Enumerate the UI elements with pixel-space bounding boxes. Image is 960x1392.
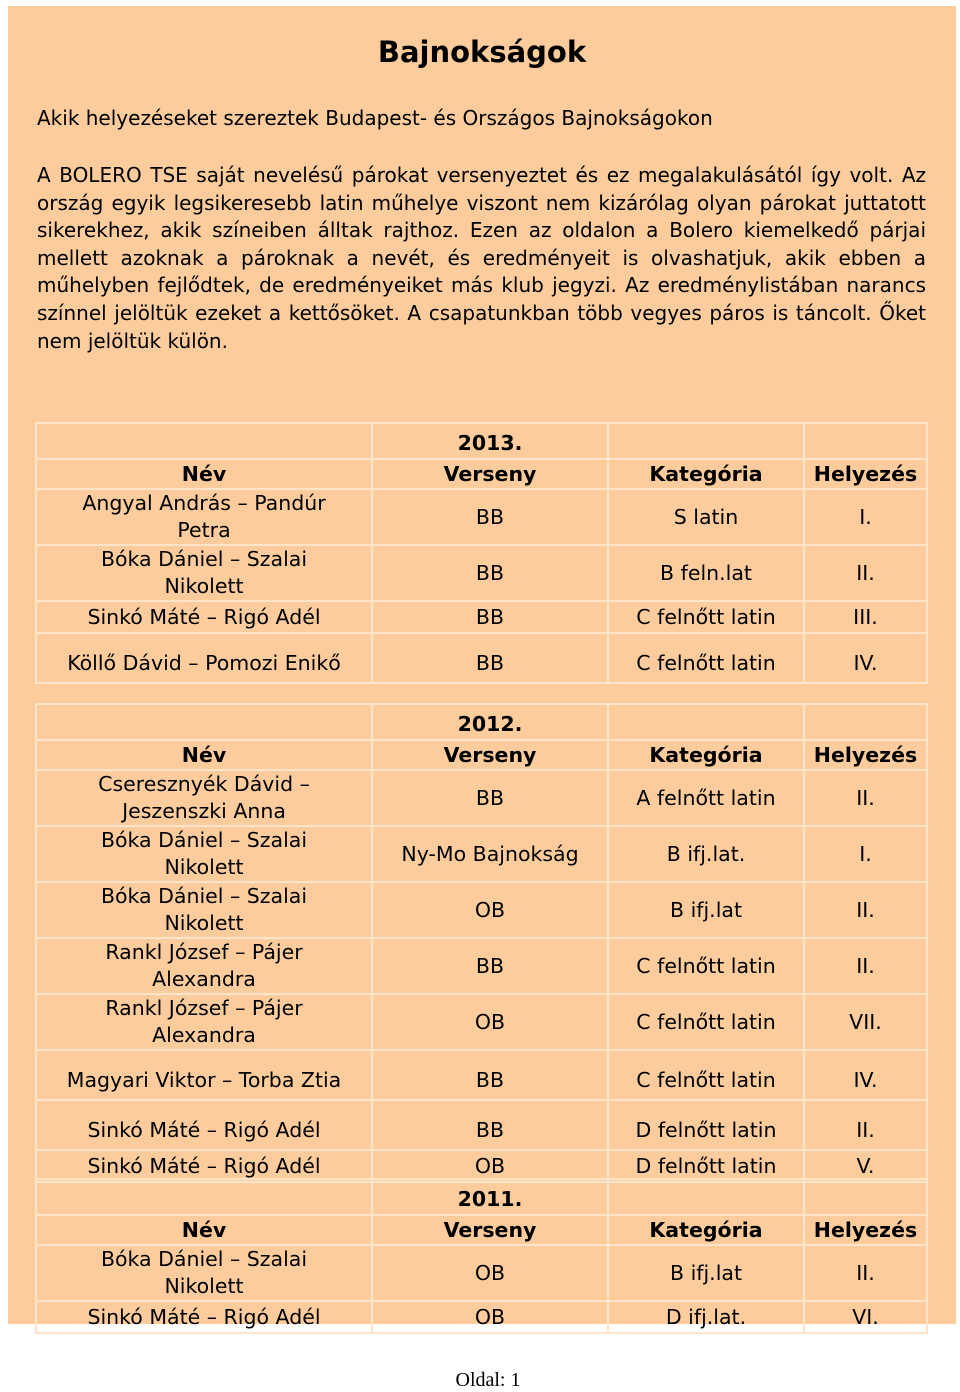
table-row <box>36 826 927 882</box>
pair-name: Bóka Dániel – Szalai Nikolett <box>36 826 372 882</box>
category: B feln.lat <box>608 545 804 601</box>
category: C felnőtt latin <box>608 1050 804 1100</box>
column-header-competition: Verseny <box>372 1215 608 1245</box>
table-row <box>36 545 927 601</box>
column-header-competition: Verseny <box>372 740 608 770</box>
placement: II. <box>804 938 927 994</box>
placement: IV. <box>804 1050 927 1100</box>
placement: II. <box>804 545 927 601</box>
category: C felnőtt latin <box>608 994 804 1050</box>
placement: VII. <box>804 994 927 1050</box>
table-cell <box>36 423 372 459</box>
table-row <box>36 1100 927 1150</box>
placement: III. <box>804 601 927 633</box>
competition: BB <box>372 489 608 545</box>
column-header-name: Név <box>36 1215 372 1245</box>
table-row <box>36 1301 927 1333</box>
category: D felnőtt latin <box>608 1150 804 1182</box>
competition: Ny-Mo Bajnokság <box>372 826 608 882</box>
year-heading: 2012. <box>372 704 608 740</box>
pair-name: Köllő Dávid – Pomozi Enikő <box>36 633 372 683</box>
page-number: Oldal: 1 <box>455 1369 521 1391</box>
page-title: Bajnokságok <box>377 35 587 69</box>
competition: BB <box>372 545 608 601</box>
table-row <box>36 994 927 1050</box>
pair-name: Bóka Dániel – Szalai Nikolett <box>36 1245 372 1301</box>
placement: I. <box>804 826 927 882</box>
category: C felnőtt latin <box>608 633 804 683</box>
table-row <box>36 1245 927 1301</box>
table-cell <box>804 423 927 459</box>
competition: OB <box>372 994 608 1050</box>
placement: II. <box>804 1100 927 1150</box>
competition: OB <box>372 1150 608 1182</box>
table-row <box>36 938 927 994</box>
category: B ifj.lat <box>608 882 804 938</box>
results-table-2011 <box>35 1178 928 1334</box>
placement: V. <box>804 1150 927 1182</box>
placement: II. <box>804 1245 927 1301</box>
intro-paragraph: A BOLERO TSE saját nevelésű párokat versenyeztet és ez megalakulásától így volt. Az ország egyik legsikeresebb latin műhelye viszont nem kizárólag olyan párokat juttatott sikerekhez, akik színeiben álltak rajthoz. Ezen az oldalon a Bolero kiemelkedő párjai mellett azoknak a pároknak a nevét, és eredményeit is olvashatjuk, akik ebben a műhelyben fejlődtek, de eredményeiket más klub jegyzi. Az eredménylistában narancs színnel jelöltük ezeket a kettősöket. A csapatunkban több vegyes páros is táncolt. Őket nem jelöltük külön. <box>37 163 926 353</box>
competition: BB <box>372 633 608 683</box>
competition: BB <box>372 938 608 994</box>
pair-name: Rankl József – Pájer Alexandra <box>36 938 372 994</box>
pair-name: Bóka Dániel – Szalai Nikolett <box>36 882 372 938</box>
table-cell <box>36 1179 372 1215</box>
column-header-placement: Helyezés <box>804 740 927 770</box>
pair-name: Angyal András – Pandúr Petra <box>36 489 372 545</box>
placement: I. <box>804 489 927 545</box>
header-row <box>36 1215 927 1245</box>
year-heading: 2013. <box>372 423 608 459</box>
placement: IV. <box>804 633 927 683</box>
column-header-category: Kategória <box>608 459 804 489</box>
table-cell <box>608 1179 804 1215</box>
page-subtitle: Akik helyezéseket szereztek Budapest- és Országos Bajnokságokon <box>37 106 713 130</box>
pair-name: Sinkó Máté – Rigó Adél <box>36 1301 372 1333</box>
pair-name: Sinkó Máté – Rigó Adél <box>36 1100 372 1150</box>
category: B ifj.lat. <box>608 826 804 882</box>
table-cell <box>804 704 927 740</box>
table-row <box>36 601 927 633</box>
category: A felnőtt latin <box>608 770 804 826</box>
column-header-placement: Helyezés <box>804 459 927 489</box>
results-table-2013 <box>35 422 928 684</box>
competition: OB <box>372 882 608 938</box>
competition: BB <box>372 770 608 826</box>
column-header-competition: Verseny <box>372 459 608 489</box>
table-cell <box>36 704 372 740</box>
competition: OB <box>372 1245 608 1301</box>
placement: II. <box>804 882 927 938</box>
category: C felnőtt latin <box>608 938 804 994</box>
year-heading: 2011. <box>372 1179 608 1215</box>
table-row <box>36 1050 927 1100</box>
table-row <box>36 633 927 683</box>
pair-name: Rankl József – Pájer Alexandra <box>36 994 372 1050</box>
table-row <box>36 770 927 826</box>
competition: BB <box>372 1100 608 1150</box>
header-row <box>36 740 927 770</box>
placement: II. <box>804 770 927 826</box>
competition: BB <box>372 1050 608 1100</box>
table-row <box>36 882 927 938</box>
table-cell <box>608 423 804 459</box>
competition: BB <box>372 601 608 633</box>
competition: OB <box>372 1301 608 1333</box>
column-header-category: Kategória <box>608 1215 804 1245</box>
category: C felnőtt latin <box>608 601 804 633</box>
category: D ifj.lat. <box>608 1301 804 1333</box>
table-cell <box>804 1179 927 1215</box>
table-cell <box>608 704 804 740</box>
table-row <box>36 489 927 545</box>
category: S latin <box>608 489 804 545</box>
category: D felnőtt latin <box>608 1100 804 1150</box>
placement: VI. <box>804 1301 927 1333</box>
pair-name: Magyari Viktor – Torba Ztia <box>36 1050 372 1100</box>
pair-name: Bóka Dániel – Szalai Nikolett <box>36 545 372 601</box>
column-header-name: Név <box>36 740 372 770</box>
pair-name: Cseresznyék Dávid – Jeszenszki Anna <box>36 770 372 826</box>
category: B ifj.lat <box>608 1245 804 1301</box>
column-header-placement: Helyezés <box>804 1215 927 1245</box>
column-header-name: Név <box>36 459 372 489</box>
results-table-2012 <box>35 703 928 1183</box>
column-header-category: Kategória <box>608 740 804 770</box>
header-row <box>36 459 927 489</box>
pair-name: Sinkó Máté – Rigó Adél <box>36 601 372 633</box>
pair-name: Sinkó Máté – Rigó Adél <box>36 1150 372 1182</box>
